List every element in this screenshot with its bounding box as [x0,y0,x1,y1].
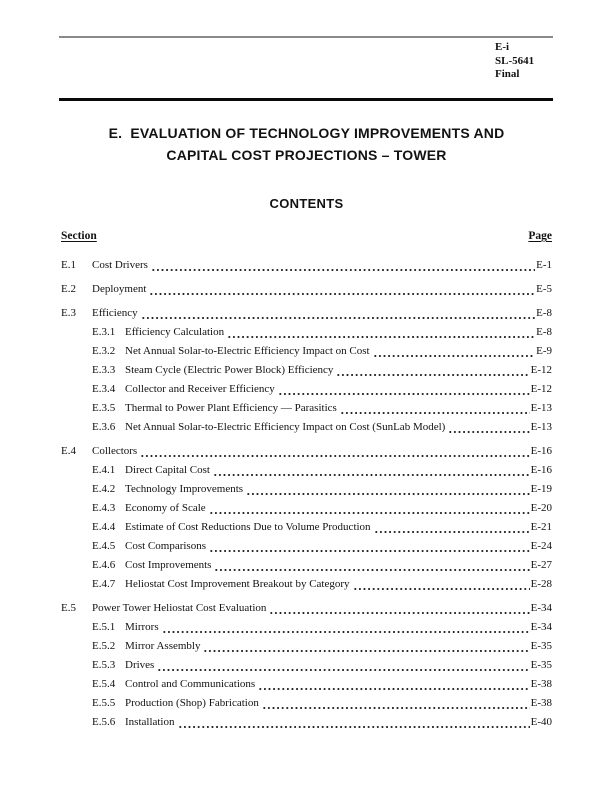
toc-entry-number: E.3.4 [92,383,116,395]
toc-entry [61,499,552,518]
document-title [61,122,552,166]
toc-entry-number: E.3.3 [92,364,116,376]
toc-entry-number: E.5.3 [92,659,116,671]
document-title-line1: E. EVALUATION OF TECHNOLOGY IMPROVEMENTS AND [108,125,505,141]
toc-entry-number: E.4.7 [92,578,116,590]
toc-entry-title: Economy of Scale [125,502,206,514]
toc-entry-page: E-19 [530,483,552,495]
toc-entry-page: E-16 [530,445,552,457]
toc-entry [61,537,552,556]
toc-entry-title: Collectors [92,445,138,457]
toc-entry-page: E-38 [530,697,552,709]
toc-entry-number: E.5.4 [92,678,116,690]
corner-status: Final [495,68,520,80]
toc-entry-title: Efficiency [92,307,138,319]
toc-entry [61,304,552,323]
dot-leader [278,380,530,399]
toc-entry-title: Cost Drivers [92,259,148,271]
toc-entry-page: E-1 [536,259,552,271]
dot-leader [353,575,530,594]
dot-leader [209,537,530,556]
toc-entry [61,556,552,575]
toc-entry-number: E.5.6 [92,716,116,728]
toc-entry-title: Net Annual Solar-to-Electric Efficiency Impact on Cost (SunLab Model) [125,421,446,433]
dot-leader [336,361,529,380]
toc-entry [61,694,552,713]
corner-header [495,41,534,82]
toc-entry-title: Efficiency Calculation [125,326,225,338]
toc-entry [61,599,552,618]
toc-entry-title: Estimate of Cost Reductions Due to Volume Production [125,521,371,533]
toc-entry-title: Collector and Receiver Efficiency [125,383,275,395]
toc-entry-page: E-13 [530,421,552,433]
dot-leader [157,656,529,675]
toc-entry-page: E-35 [530,659,552,671]
toc-entry-title: Net Annual Solar-to-Electric Efficiency Impact on Cost [125,345,370,357]
toc-entry-page: E-21 [530,521,552,533]
toc-entry-title: Cost Comparisons [125,540,206,552]
toc-entry [61,256,552,275]
toc-entry [61,280,552,299]
toc-entry-title: Production (Shop) Fabrication [125,697,259,709]
toc-entry-page: E-34 [530,621,552,633]
toc-entry-title: Cost Improvements [125,559,212,571]
toc-entry-page: E-16 [530,464,552,476]
toc-entry-number: E.4.6 [92,559,116,571]
toc-entry-number: E.5.1 [92,621,116,633]
dot-leader [246,480,530,499]
toc-entry-number: E.4.2 [92,483,116,495]
toc-list [61,256,552,732]
toc-entry [61,361,552,380]
toc-entry-title: Thermal to Power Plant Efficiency — Parasitics [125,402,337,414]
toc-entry-title: Mirror Assembly [125,640,201,652]
dot-leader [262,694,530,713]
dot-leader [141,304,536,323]
toc-entry-number: E.5.5 [92,697,116,709]
dot-leader [162,618,530,637]
toc-entry-page: E-27 [530,559,552,571]
toc-entry-number: E.2 [61,283,76,295]
toc-entry-title: Power Tower Heliostat Cost Evaluation [92,602,267,614]
toc-entry-title: Direct Capital Cost [125,464,210,476]
toc-entry-number: E.5.2 [92,640,116,652]
toc-entry-number: E.4.4 [92,521,116,533]
toc-entry-title: Drives [125,659,155,671]
toc-entry-page: E-28 [530,578,552,590]
header-rule [59,98,553,101]
toc-entry-title: Heliostat Cost Improvement Breakout by Category [125,578,350,590]
toc-entry-number: E.1 [61,259,76,271]
corner-doc-number: SL-5641 [495,54,535,67]
toc-entry-page: E-38 [530,678,552,690]
dot-leader [209,499,530,518]
document-title-line2: CAPITAL COST PROJECTIONS – TOWER [166,147,447,163]
toc-entry [61,713,552,732]
toc-entry [61,380,552,399]
toc-section-label: Section [61,230,97,242]
toc-entry-page: E-20 [530,502,552,514]
toc-entry-number: E.4 [61,445,76,457]
toc-entry-number: E.3.1 [92,326,116,338]
toc-entry [61,399,552,418]
toc-entry-page: E-24 [530,540,552,552]
dot-leader [149,280,535,299]
toc-entry-page: E-13 [530,402,552,414]
toc-entry-page: E-35 [530,640,552,652]
toc-entry [61,480,552,499]
toc-entry-page: E-8 [536,307,552,319]
toc-entry-page: E-8 [536,326,552,338]
toc-entry-number: E.3.2 [92,345,116,357]
toc-entry [61,418,552,437]
page-content [61,118,552,732]
toc-entry-title: Mirrors [125,621,159,633]
toc-entry [61,342,552,361]
toc-entry [61,323,552,342]
dot-leader [203,637,529,656]
toc-entry-page: E-12 [530,383,552,395]
toc-entry-page: E-5 [536,283,552,295]
toc-entry-title: Installation [125,716,175,728]
toc-entry-page: E-40 [530,716,552,728]
corner-page-label: E-i [495,41,510,53]
toc-page-label: Page [528,230,552,242]
toc-entry [61,442,552,461]
toc-entry [61,656,552,675]
toc-entry [61,575,552,594]
toc-entry-title: Deployment [92,283,147,295]
toc-entry-number: E.4.3 [92,502,116,514]
toc-column-headers [61,229,552,244]
toc-entry-number: E.4.1 [92,464,116,476]
dot-leader [448,418,529,437]
dot-leader [151,256,535,275]
dot-leader [227,323,535,342]
top-rule [59,36,553,38]
dot-leader [178,713,530,732]
toc-entry [61,675,552,694]
dot-leader [373,342,536,361]
toc-entry-title: Steam Cycle (Electric Power Block) Efficiency [125,364,334,376]
dot-leader [269,599,529,618]
toc-entry-title: Control and Communications [125,678,256,690]
toc-entry-title: Technology Improvements [125,483,244,495]
toc-entry-page: E-9 [536,345,552,357]
toc-entry-page: E-12 [530,364,552,376]
contents-heading: CONTENTS [269,196,344,211]
dot-leader [340,399,530,418]
toc-entry-number: E.3.5 [92,402,116,414]
toc-entry-number: E.5 [61,602,76,614]
toc-entry-number: E.4.5 [92,540,116,552]
toc-entry-page: E-34 [530,602,552,614]
toc-entry [61,461,552,480]
dot-leader [140,442,529,461]
dot-leader [214,556,529,575]
toc-entry-number: E.3.6 [92,421,116,433]
toc-entry [61,618,552,637]
dot-leader [374,518,530,537]
dot-leader [258,675,529,694]
toc-entry-number: E.3 [61,307,76,319]
toc-entry [61,518,552,537]
dot-leader [213,461,530,480]
toc-entry [61,637,552,656]
